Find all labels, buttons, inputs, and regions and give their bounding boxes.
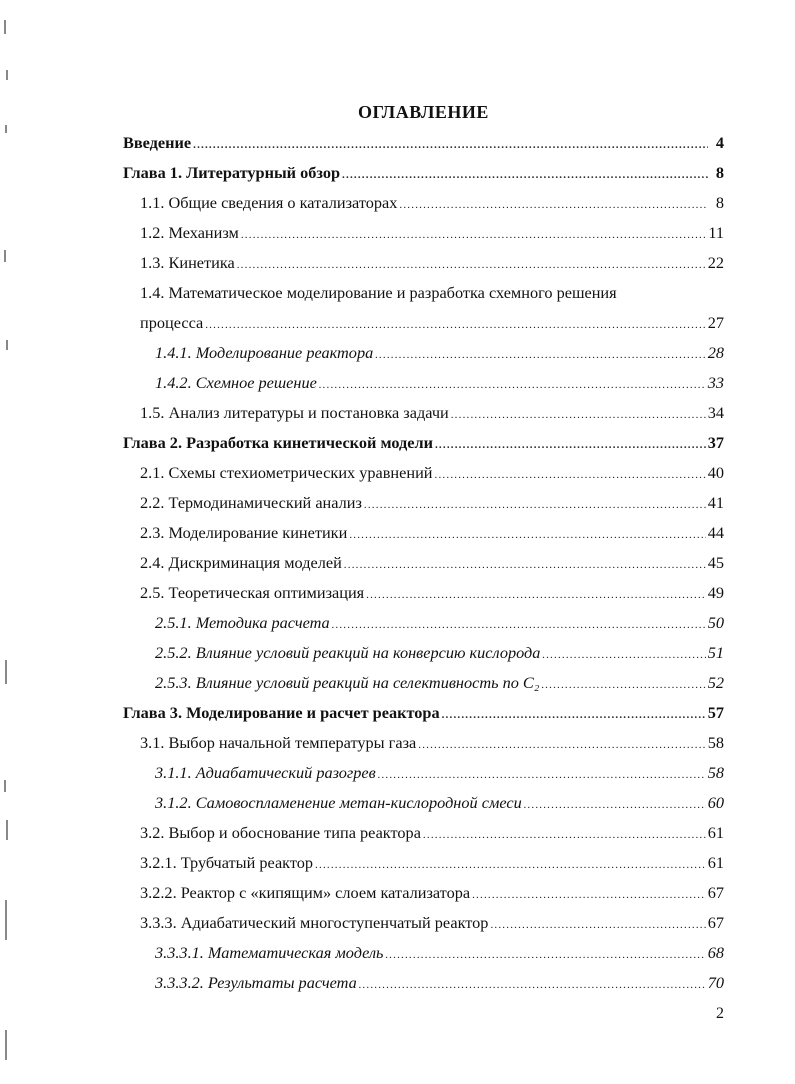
toc-entry-3-2[interactable]: 3.2. Выбор и обоснование типа реактора ..... 61: [140, 821, 724, 847]
toc-entry-1-3[interactable]: 1.3. Кинетика ..... 22: [140, 251, 724, 277]
toc-entry-3-1[interactable]: 3.1. Выбор начальной температуры газа ..... 58: [140, 731, 724, 757]
toc-entry-1-4-1[interactable]: 1.4.1. Моделирование реактора ..... 28: [155, 341, 724, 367]
toc-entry-1-2[interactable]: 1.2. Механизм ..... 11: [140, 221, 724, 247]
scan-artifact: [5, 660, 7, 684]
toc-entry-3-2-1[interactable]: 3.2.1. Трубчатый реактор ..... 61: [140, 851, 724, 877]
toc-entry-2-5[interactable]: 2.5. Теоретическая оптимизация ..... 49: [140, 581, 724, 607]
toc-entry-3-3-3-2[interactable]: 3.3.3.2. Результаты расчета ..... 70: [155, 971, 724, 997]
scan-artifact: [6, 820, 8, 840]
toc-entry-introduction[interactable]: Введение ..... 4: [123, 131, 724, 157]
toc-entry-1-1[interactable]: 1.1. Общие сведения о катализаторах ..... 8: [140, 191, 724, 217]
toc-entry-3-1-1[interactable]: 3.1.1. Адиабатический разогрев ..... 58: [155, 761, 724, 787]
toc-entry-2-4[interactable]: 2.4. Дискриминация моделей ..... 45: [140, 551, 724, 577]
toc-entry-1-5[interactable]: 1.5. Анализ литературы и постановка задачи ..... 34: [140, 401, 724, 427]
toc-entry-3-2-2[interactable]: 3.2.2. Реактор с «кипящим» слоем катализатора ..... 67: [140, 881, 724, 907]
scan-artifact: [6, 70, 8, 80]
toc-entry-3-3-3-1[interactable]: 3.3.3.1. Математическая модель ..... 68: [155, 941, 724, 967]
toc-entry-2-1[interactable]: 2.1. Схемы стехиометрических уравнений ..... 40: [140, 461, 724, 487]
toc-entry-2-2[interactable]: 2.2. Термодинамический анализ ..... 41: [140, 491, 724, 517]
toc-entry-2-5-2[interactable]: 2.5.2. Влияние условий реакций на конверсию кислорода ..... 51: [155, 641, 724, 667]
toc-entry-chapter-1[interactable]: Глава 1. Литературный обзор ..... 8: [123, 161, 724, 187]
toc-entry-1-4[interactable]: процесса ..... 27: [140, 311, 724, 337]
scan-artifact: [6, 340, 8, 350]
toc-entry-1-4-2[interactable]: 1.4.2. Схемное решение ..... 33: [155, 371, 724, 397]
toc-entry-chapter-2[interactable]: Глава 2. Разработка кинетической модели ..... 37: [123, 431, 724, 457]
scan-artifact: [4, 20, 6, 34]
scan-artifact: [4, 250, 6, 262]
toc-entry-2-5-1[interactable]: 2.5.1. Методика расчета ..... 50: [155, 611, 724, 637]
toc-entry-2-3[interactable]: 2.3. Моделирование кинетики ..... 44: [140, 521, 724, 547]
toc-entry-chapter-3[interactable]: Глава 3. Моделирование и расчет реактора ..... 57: [123, 701, 724, 727]
toc-entry-2-5-3[interactable]: 2.5.3. Влияние условий реакций на селективность по C₂ ..... 52: [155, 671, 724, 697]
scan-artifact: [4, 780, 6, 792]
scan-artifact: [5, 1030, 7, 1060]
toc-entry-1-4-line1[interactable]: 1.4. Математическое моделирование и разработка схемного решения: [140, 283, 617, 302]
scan-artifact: [5, 900, 7, 940]
toc-entry-3-1-2[interactable]: 3.1.2. Самовоспламенение метан-кислородной смеси ..... 60: [155, 791, 724, 817]
scan-artifact: [5, 125, 7, 133]
page-number: 2: [716, 1005, 724, 1022]
page-title: ОГЛАВЛЕНИЕ: [358, 102, 489, 122]
toc-entry-3-3-3[interactable]: 3.3.3. Адиабатический многоступенчатый реактор ..... 67: [140, 911, 724, 937]
